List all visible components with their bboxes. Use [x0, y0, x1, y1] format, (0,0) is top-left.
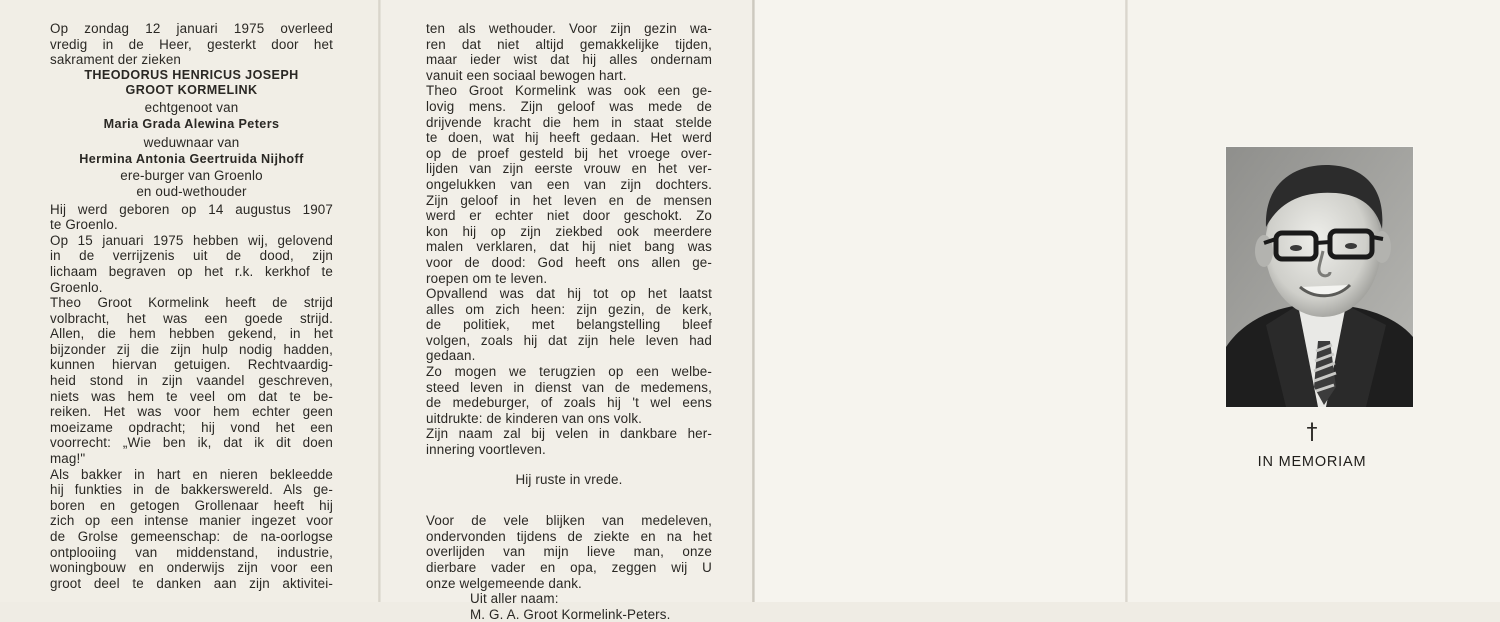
fold-line [752, 0, 755, 602]
thanks-line: Voor de vele blijken van medeleven, [426, 513, 712, 529]
spouse-name: Maria Grada Alewina Peters [103, 116, 280, 131]
text-line: woningbouw en onderwijs zijn voor een [50, 560, 333, 576]
text-line: boren en getogen Grollenaar heeft hij [50, 497, 333, 513]
obituary-column-1 [50, 21, 333, 591]
widower-label: weduwnaar van [143, 135, 240, 151]
text-line: maar ieder wist dat hij alles ondernam [426, 52, 712, 68]
text-line: zich op een intense manier ingezet voor [50, 513, 333, 529]
in-memoriam-title: IN MEMORIAM [1257, 454, 1367, 470]
text-line: innering voortleven. [426, 442, 546, 458]
widower-name: Hermina Antonia Geertruida Nijhoff [79, 151, 304, 166]
text-line: de politiek, met belangstelling bleef [426, 317, 712, 333]
deceased-name-line-1: THEODORUS HENRICUS JOSEPH [84, 67, 299, 82]
thanks-line: onze welgemeende dank. [426, 575, 582, 591]
text-line: volbracht, het was een goede strijd. [50, 310, 333, 326]
text-line: Zijn naam zal bij velen in dankbare her- [426, 426, 712, 442]
text-line: moeizame opdracht; hij vond het een [50, 419, 333, 435]
text-line: ren dat niet altijd gemakkelijke tijden, [426, 36, 712, 52]
obituary-column-2 [426, 21, 712, 622]
text-line: lijden van zijn eerste vrouw en het ver- [426, 161, 712, 177]
text-line: Zo mogen we terugzien op een welbe- [426, 364, 712, 380]
text-line: mag!" [50, 451, 86, 467]
text-line: bijzonder zij die zijn hulp nodig hadden, [50, 341, 333, 357]
text-line: Op 15 januari 1975 hebben wij, gelovend [50, 232, 333, 248]
text-line: in de verrijzenis uit de dood, zijn [50, 248, 333, 264]
fold-line [1125, 0, 1128, 602]
text-line: Groenlo. [50, 279, 103, 295]
text-line: sakrament der zieken [50, 52, 182, 68]
text-line: de medeburger, of zoals hij 't wel eens [426, 395, 712, 411]
text-line: lovig mens. Zijn geloof was mede de [426, 98, 712, 114]
text-line: Theo Groot Kormelink was ook een ge- [426, 83, 712, 99]
thanks-line: dierbare vader en opa, zeggen wij U [426, 560, 712, 575]
text-line: te Groenlo. [50, 217, 118, 233]
text-line: Theo Groot Kormelink heeft de strijd [50, 295, 333, 311]
text-line: volgen, zoals hij dat zijn hele leven had [426, 332, 712, 348]
card-panel-blank [753, 0, 1127, 602]
cross-icon: † [1306, 420, 1318, 445]
honorary-title: ere-burger van Groenlo [120, 168, 263, 184]
signature-name: M. G. A. Groot Kormelink-Peters. [470, 606, 671, 622]
spacer [426, 487, 712, 513]
text-line: kon hij op zijn ziekbed ook meerdere [426, 223, 712, 239]
fold-line [378, 0, 381, 602]
spouse-label: echtgenoot van [144, 99, 239, 115]
text-line: hij funkties in de bakkerswereld. Als ge- [50, 482, 333, 498]
text-line: niets was hem te veel om dat te be- [50, 388, 333, 404]
text-line: ongelukken van een van zijn dochters. [426, 176, 712, 192]
signature-label: Uit aller naam: [470, 591, 559, 607]
text-line: kunnen hiervan getuigen. Rechtvaardig- [50, 357, 333, 373]
text-line: Opvallend was dat hij tot op het laatst [426, 286, 712, 302]
text-line: te doen, wat hij heeft gedaan. Het werd [426, 130, 712, 146]
text-line: op de proef gesteld bij het vroege over- [426, 145, 712, 161]
text-line: Zijn geloof in het leven en de mensen [426, 192, 712, 208]
text-line: werd er echter niet door geschokt. Zo [426, 208, 712, 224]
text-line: lichaam begraven op het r.k. kerkhof te [50, 263, 333, 279]
text-line: alles om zich heen: zijn gezin, de kerk, [426, 301, 712, 317]
text-line: gedaan. [426, 348, 476, 364]
thanks-line: ondervonden tijdens de ziekte en na het [426, 528, 712, 544]
thanks-line: overlijden van mijn lieve man, onze [426, 544, 712, 560]
honorary-title-2: en oud-wethouder [136, 183, 247, 199]
text-line: heid stond in zijn vaandel geschreven, [50, 373, 333, 389]
text-line: groot deel te danken aan zijn aktivitei- [50, 575, 333, 591]
text-line: vanuit een sociaal bewogen hart. [426, 67, 627, 83]
text-line: vredig in de Heer, gesterkt door het [50, 36, 333, 52]
text-line: reiken. Het was voor hem echter geen [50, 404, 333, 420]
text-line: ten als wethouder. Voor zijn gezin wa- [426, 21, 712, 36]
text-line: roepen om te leven. [426, 270, 548, 286]
deceased-name-line-2: GROOT KORMELINK [125, 83, 258, 98]
text-line: voor de dood: God heeft ons allen ge- [426, 254, 712, 270]
text-line: voorrecht: „Wie ben ik, dat ik dit doen [50, 435, 333, 451]
text-line: malen verklaren, dat hij niet bang was [426, 239, 712, 255]
portrait-photo [1225, 146, 1414, 408]
text-line: Hij werd geboren op 14 augustus 1907 [50, 201, 333, 217]
text-line: ontplooiing van middenstand, industrie, [50, 544, 333, 560]
text-line: drijvende kracht die hem in staat stelde [426, 114, 712, 130]
rest-in-peace-line: Hij ruste in vrede. [515, 471, 623, 487]
text-line: Op zondag 12 januari 1975 overleed [50, 21, 333, 36]
text-line: uitdrukte: de kinderen van ons volk. [426, 410, 643, 426]
text-line: steed leven in dienst van de medemens, [426, 379, 712, 395]
text-line: Allen, die hem hebben gekend, in het [50, 326, 333, 342]
text-line: de Grolse gemeenschap: de na-oorlogse [50, 529, 333, 544]
text-line: Als bakker in hart en nieren bekleedde [50, 466, 333, 482]
